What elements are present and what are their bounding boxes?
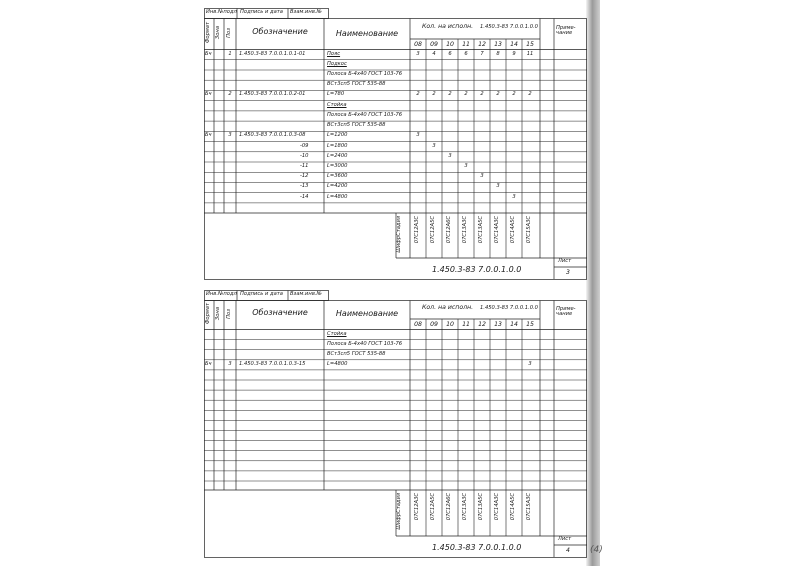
designation-header: Обозначение bbox=[252, 27, 308, 36]
sheet-label: Лист bbox=[558, 258, 572, 264]
variant-code: 07C13A3C bbox=[462, 493, 468, 521]
position-cell: 1 bbox=[228, 50, 232, 57]
quantity-cell: 9 bbox=[512, 50, 516, 57]
variant-code: 07C14A3C bbox=[494, 216, 500, 244]
quantity-cell: 2 bbox=[480, 91, 484, 98]
quantity-cell: 3 bbox=[416, 132, 420, 139]
replacement-inv-label: Взам.инв.№ bbox=[290, 9, 322, 15]
name-cell: L=2400 bbox=[327, 152, 348, 159]
name-cell: Пояс bbox=[327, 50, 341, 57]
variant-code: 07C13A5C bbox=[478, 493, 484, 521]
quantity-cell: 7 bbox=[480, 50, 484, 57]
signature-date-label: Подпись и дата bbox=[240, 9, 283, 15]
quantity-cell: 3 bbox=[528, 360, 532, 367]
margin-page-mark: (4) bbox=[590, 545, 603, 555]
designation-cell: -09 bbox=[300, 142, 309, 149]
quantity-cell: 4 bbox=[432, 50, 436, 57]
designation-cell: 1.450.3-83 7.0.0.1.0.1-01 bbox=[239, 50, 306, 57]
position-cell: 3 bbox=[228, 132, 232, 139]
variant-code: 07C12A6C bbox=[446, 493, 452, 521]
position-column-header: Поз bbox=[226, 28, 232, 38]
variant-code: 07C15A3C bbox=[526, 216, 532, 244]
name-cell: L=4800 bbox=[327, 360, 348, 367]
spec-sheet-3 bbox=[204, 8, 588, 280]
variant-header: 08 bbox=[414, 40, 422, 48]
variant-code: 07C13A5C bbox=[478, 216, 484, 244]
variant-header: 13 bbox=[494, 320, 502, 328]
quantity-cell: 2 bbox=[448, 91, 452, 98]
stage-label: Стадия bbox=[396, 493, 402, 513]
qty-header: Кол. на исполн. bbox=[422, 304, 474, 311]
variant-header: 13 bbox=[494, 40, 502, 48]
name-cell: ВСт3сп5 ГОСТ 535-88 bbox=[327, 350, 386, 357]
name-cell: L=3600 bbox=[327, 173, 348, 180]
name-cell: ВСт3сп5 ГОСТ 535-88 bbox=[327, 81, 386, 88]
variant-header: 11 bbox=[462, 40, 470, 48]
remarks-header: Приме-чание bbox=[556, 306, 576, 318]
variant-header: 15 bbox=[526, 320, 534, 328]
quantity-cell: 2 bbox=[528, 91, 532, 98]
variant-header: 08 bbox=[414, 320, 422, 328]
quantity-cell: 2 bbox=[432, 91, 436, 98]
variant-header: 10 bbox=[446, 320, 454, 328]
name-cell: Подкос bbox=[327, 60, 347, 67]
document-number: 1.450.3-83 7.0.0.1.0.0 bbox=[432, 543, 522, 552]
document-number: 1.450.3-83 7.0.0.1.0.0 bbox=[432, 265, 522, 274]
sheet-number: 3 bbox=[566, 269, 570, 276]
variant-header: 10 bbox=[446, 40, 454, 48]
variant-code: 07C12A3C bbox=[414, 216, 420, 244]
quantity-cell: 3 bbox=[416, 50, 420, 57]
variant-header: 14 bbox=[510, 320, 518, 328]
variant-code: 07C12A5C bbox=[430, 216, 436, 244]
zone-column-header: Зона bbox=[215, 307, 221, 321]
format-cell: Бч bbox=[205, 91, 212, 98]
position-cell: 2 bbox=[228, 91, 232, 98]
variant-code: 07C12A3C bbox=[414, 493, 420, 521]
name-header: Наименование bbox=[335, 29, 399, 38]
quantity-cell: 3 bbox=[448, 152, 452, 159]
format-cell: Бч bbox=[205, 360, 212, 367]
inv-no-label: Инв.№подл bbox=[206, 291, 237, 297]
variant-code: 07C14A3C bbox=[494, 493, 500, 521]
name-cell: Стойка bbox=[327, 330, 347, 337]
name-cell: L=1800 bbox=[327, 142, 348, 149]
position-column-header: Поз bbox=[226, 309, 232, 319]
blank-page-area bbox=[600, 0, 800, 566]
name-cell: L=1200 bbox=[327, 132, 348, 139]
zone-column-header: Зона bbox=[215, 26, 221, 40]
name-cell: L=780 bbox=[327, 91, 345, 98]
designation-cell: 1.450.3-83 7.0.0.1.0.3-08 bbox=[239, 132, 306, 139]
designation-cell: 1.450.3-83 7.0.0.1.0.3-15 bbox=[239, 360, 306, 367]
variant-header: 12 bbox=[478, 320, 486, 328]
quantity-cell: 3 bbox=[512, 193, 516, 200]
code-label: Шифр bbox=[396, 236, 402, 253]
designation-cell: 1.450.3-83 7.0.0.1.0.2-01 bbox=[239, 91, 306, 98]
qty-doc-number: 1.450.3-83 7.0.0.1.0.0 bbox=[480, 24, 538, 30]
name-cell: L=4800 bbox=[327, 193, 348, 200]
position-cell: 3 bbox=[228, 360, 232, 367]
quantity-cell: 11 bbox=[526, 50, 534, 57]
format-cell: Бч bbox=[205, 50, 212, 57]
designation-cell: -11 bbox=[300, 163, 309, 170]
designation-cell: -13 bbox=[300, 183, 309, 190]
quantity-cell: 8 bbox=[496, 50, 500, 57]
designation-cell: -14 bbox=[300, 193, 309, 200]
variant-code: 07C14A5C bbox=[510, 216, 516, 244]
sheet-label: Лист bbox=[558, 536, 572, 542]
name-cell: ВСт3сп5 ГОСТ 535-88 bbox=[327, 122, 386, 129]
variant-code: 07C15A3C bbox=[526, 493, 532, 521]
remarks-header: Приме-чание bbox=[556, 25, 576, 37]
quantity-cell: 6 bbox=[464, 50, 468, 57]
name-cell: Полоса Б-4х40 ГОСТ 103-76 bbox=[327, 70, 403, 77]
variant-header: 09 bbox=[430, 40, 438, 48]
stage-label: Стадия bbox=[396, 216, 402, 236]
code-label: Шифр bbox=[396, 513, 402, 530]
variant-header: 09 bbox=[430, 320, 438, 328]
quantity-cell: 2 bbox=[464, 91, 468, 98]
replacement-inv-label: Взам.инв.№ bbox=[290, 291, 322, 297]
format-column-header: Формат bbox=[205, 303, 211, 325]
quantity-cell: 2 bbox=[496, 91, 500, 98]
spec-sheet-4 bbox=[204, 290, 588, 558]
variant-code: 07C12A5C bbox=[430, 493, 436, 521]
designation-cell: -12 bbox=[300, 173, 309, 180]
format-column-header: Формат bbox=[205, 22, 211, 44]
designation-cell: -10 bbox=[300, 152, 309, 159]
quantity-cell: 6 bbox=[448, 50, 452, 57]
name-header: Наименование bbox=[335, 309, 399, 318]
qty-doc-number: 1.450.3-83 7.0.0.1.0.0 bbox=[480, 305, 538, 311]
variant-header: 14 bbox=[510, 40, 518, 48]
name-cell: Полоса Б-4х40 ГОСТ 103-76 bbox=[327, 111, 403, 118]
quantity-cell: 3 bbox=[496, 183, 500, 190]
format-cell: Бч bbox=[205, 132, 212, 139]
variant-code: 07C12A6C bbox=[446, 216, 452, 244]
variant-header: 15 bbox=[526, 40, 534, 48]
quantity-cell: 2 bbox=[416, 91, 420, 98]
quantity-cell: 2 bbox=[512, 91, 516, 98]
scan-binding-edge bbox=[586, 0, 600, 566]
quantity-cell: 3 bbox=[432, 142, 436, 149]
quantity-cell: 3 bbox=[480, 173, 484, 180]
name-cell: Стойка bbox=[327, 101, 347, 108]
quantity-cell: 3 bbox=[464, 163, 468, 170]
inv-no-label: Инв.№подл bbox=[206, 9, 237, 15]
variant-header: 12 bbox=[478, 40, 486, 48]
variant-code: 07C13A3C bbox=[462, 216, 468, 244]
variant-header: 11 bbox=[462, 320, 470, 328]
name-cell: L=4200 bbox=[327, 183, 348, 190]
qty-header: Кол. на исполн. bbox=[422, 23, 474, 30]
name-cell: L=3000 bbox=[327, 163, 348, 170]
name-cell: Полоса Б-4х40 ГОСТ 103-76 bbox=[327, 340, 403, 347]
sheet-number: 4 bbox=[566, 547, 570, 554]
designation-header: Обозначение bbox=[252, 308, 308, 317]
variant-code: 07C14A5C bbox=[510, 493, 516, 521]
signature-date-label: Подпись и дата bbox=[240, 291, 283, 297]
